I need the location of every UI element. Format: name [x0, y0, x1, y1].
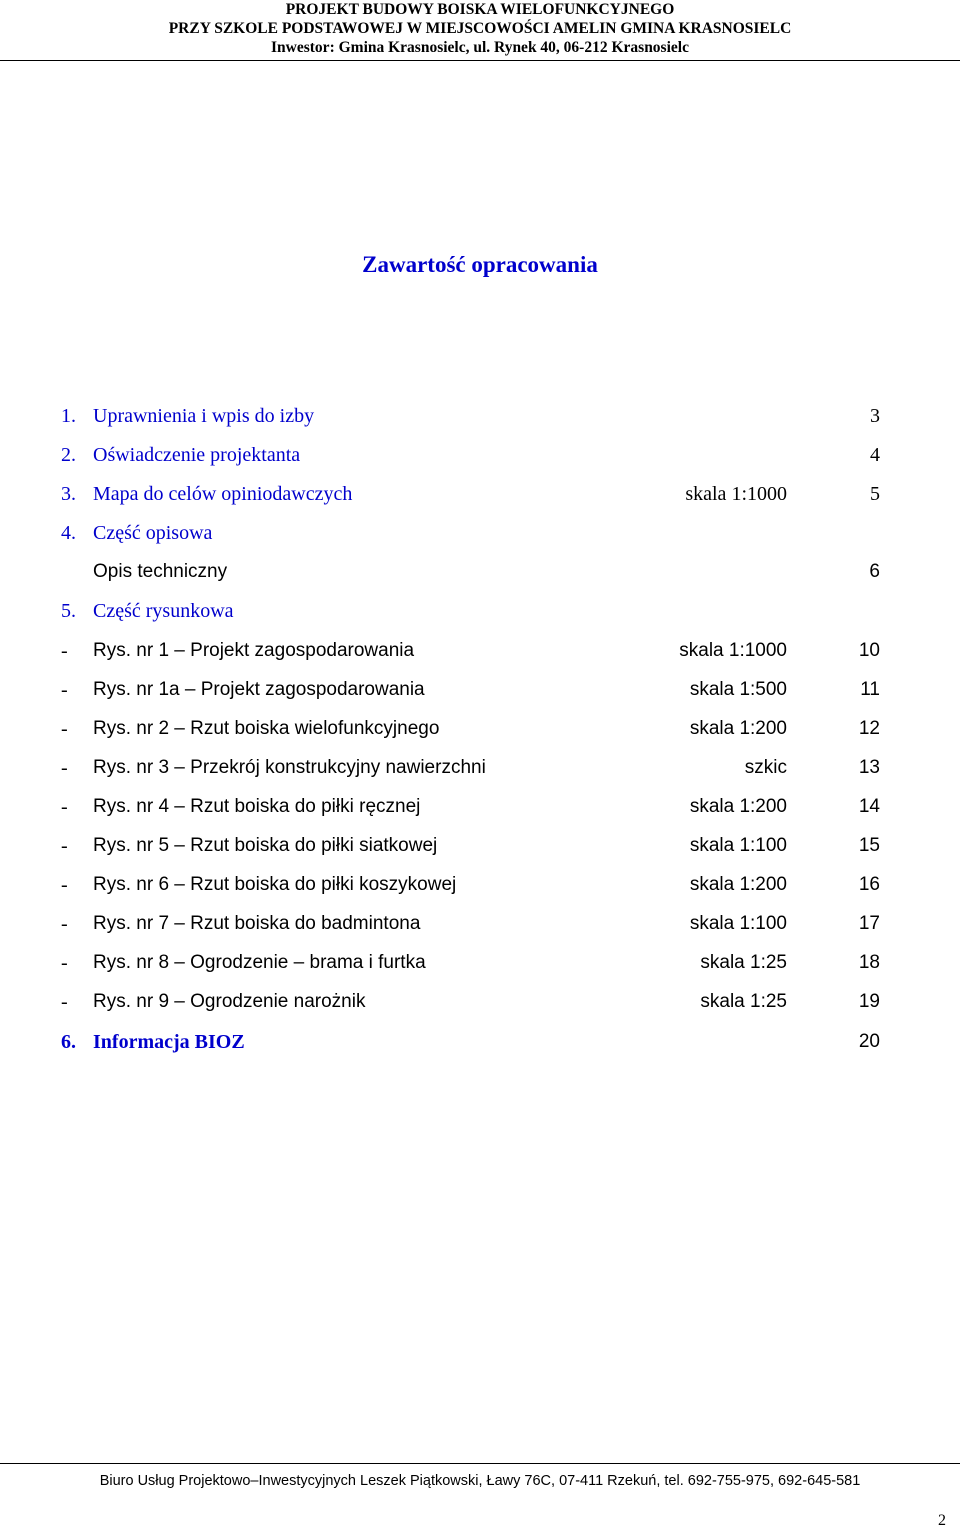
toc-number: - — [61, 639, 68, 662]
toc-number: - — [61, 952, 68, 975]
toc-label: Rys. nr 5 – Rzut boiska do piłki siatkowej — [93, 835, 438, 857]
toc-number: - — [61, 795, 68, 818]
footer-contact: Biuro Usług Projektowo–Inwestycyjnych Leszek Piątkowski, Ławy 76C, 07-411 Rzekuń, tel. 692-755-975, 692-645-581 — [99, 1473, 861, 1489]
toc-row — [0, 633, 960, 672]
toc-label: Rys. nr 1a – Projekt zagospodarowania — [93, 678, 425, 700]
toc-number: - — [61, 874, 68, 897]
toc-label: Mapa do celów opiniodawczych — [93, 483, 353, 506]
toc-scale: skala 1:200 — [689, 717, 787, 739]
toc-row — [0, 945, 960, 984]
page-title: Zawartość opracowania — [362, 252, 598, 277]
toc-label: Informacja BIOZ — [93, 1030, 245, 1053]
toc-label: Część opisowa — [93, 522, 213, 545]
toc-label: Rys. nr 1 – Projekt zagospodarowania — [93, 639, 415, 661]
toc-scale: skala 1:100 — [689, 913, 787, 935]
document-header — [0, 0, 960, 57]
header-divider — [0, 60, 960, 61]
toc-page: 10 — [858, 639, 880, 661]
toc-label: Opis techniczny — [93, 561, 228, 583]
toc-label: Rys. nr 8 – Ogrodzenie – brama i furtka — [93, 952, 426, 974]
toc-page: 3 — [870, 405, 880, 427]
toc-number: - — [61, 991, 68, 1014]
toc-row — [0, 515, 960, 554]
toc-row — [0, 984, 960, 1023]
toc-row — [0, 711, 960, 750]
toc-page: 12 — [858, 717, 880, 739]
toc-label: Uprawnienia i wpis do izby — [93, 405, 315, 427]
toc-page: 5 — [870, 483, 880, 506]
toc-page: 17 — [858, 913, 880, 935]
header-project-title: PROJEKT BUDOWY BOISKA WIELOFUNKCYJNEGO — [285, 1, 675, 18]
footer-divider — [0, 1463, 960, 1464]
toc-scale: skala 1:500 — [689, 678, 787, 700]
toc-page: 6 — [869, 561, 880, 583]
toc-row — [0, 906, 960, 945]
toc-page: 4 — [870, 444, 880, 467]
header-location: PRZY SZKOLE PODSTAWOWEJ W MIEJSCOWOŚCI AMELIN GMINA KRASNOSIELC — [168, 20, 792, 37]
toc-number: - — [61, 835, 68, 858]
toc-row — [0, 672, 960, 711]
toc-row — [0, 476, 960, 515]
toc-number: 1. — [61, 405, 76, 427]
toc-scale: skala 1:200 — [689, 795, 787, 817]
toc-number: 3. — [61, 483, 76, 506]
toc-page: 11 — [860, 678, 880, 700]
toc-scale: skala 1:200 — [689, 874, 787, 896]
toc-row — [0, 867, 960, 906]
toc-scale: skala 1:1000 — [685, 483, 787, 506]
toc-row — [0, 593, 960, 632]
toc-page: 20 — [858, 1030, 880, 1052]
toc-scale: skala 1:100 — [689, 835, 787, 857]
toc-row — [0, 1024, 960, 1063]
toc-page: 19 — [858, 991, 880, 1013]
toc-scale: szkic — [744, 756, 787, 778]
toc-page: 18 — [858, 952, 880, 974]
toc-label: Rys. nr 7 – Rzut boiska do badmintona — [93, 913, 421, 935]
toc-row — [0, 398, 960, 437]
toc-label: Rys. nr 2 – Rzut boiska wielofunkcyjnego — [93, 717, 440, 739]
toc-row — [0, 789, 960, 828]
toc-label: Część rysunkowa — [93, 600, 234, 623]
toc-row — [0, 554, 960, 593]
toc-label: Rys. nr 6 – Rzut boiska do piłki koszykowej — [93, 874, 457, 896]
toc-row — [0, 750, 960, 789]
page-number: 2 — [938, 1512, 946, 1529]
toc-label: Rys. nr 4 – Rzut boiska do piłki ręcznej — [93, 795, 421, 817]
toc-number: - — [61, 756, 68, 779]
toc-number: 5. — [61, 600, 76, 623]
toc-scale: skala 1:25 — [700, 991, 787, 1013]
toc-label: Rys. nr 9 – Ogrodzenie narożnik — [93, 991, 366, 1013]
toc-number: - — [61, 717, 68, 740]
toc-number: - — [61, 913, 68, 936]
header-investor: Inwestor: Gmina Krasnosielc, ul. Rynek 40, 06-212 Krasnosielc — [271, 39, 689, 56]
toc-page: 16 — [858, 874, 880, 896]
toc-row — [0, 828, 960, 867]
toc-number: 4. — [61, 522, 76, 545]
toc-scale: skala 1:25 — [700, 952, 787, 974]
toc-number: - — [61, 678, 68, 701]
toc-number: 2. — [61, 444, 76, 467]
table-of-contents — [0, 398, 960, 1063]
toc-page: 15 — [858, 835, 880, 857]
toc-number: 6. — [61, 1030, 76, 1053]
toc-page: 14 — [858, 795, 880, 817]
toc-label: Rys. nr 3 – Przekrój konstrukcyjny nawierzchni — [93, 756, 486, 778]
toc-row — [0, 437, 960, 476]
toc-page: 13 — [858, 756, 880, 778]
toc-label: Oświadczenie projektanta — [93, 444, 301, 467]
toc-scale: skala 1:1000 — [679, 639, 787, 661]
